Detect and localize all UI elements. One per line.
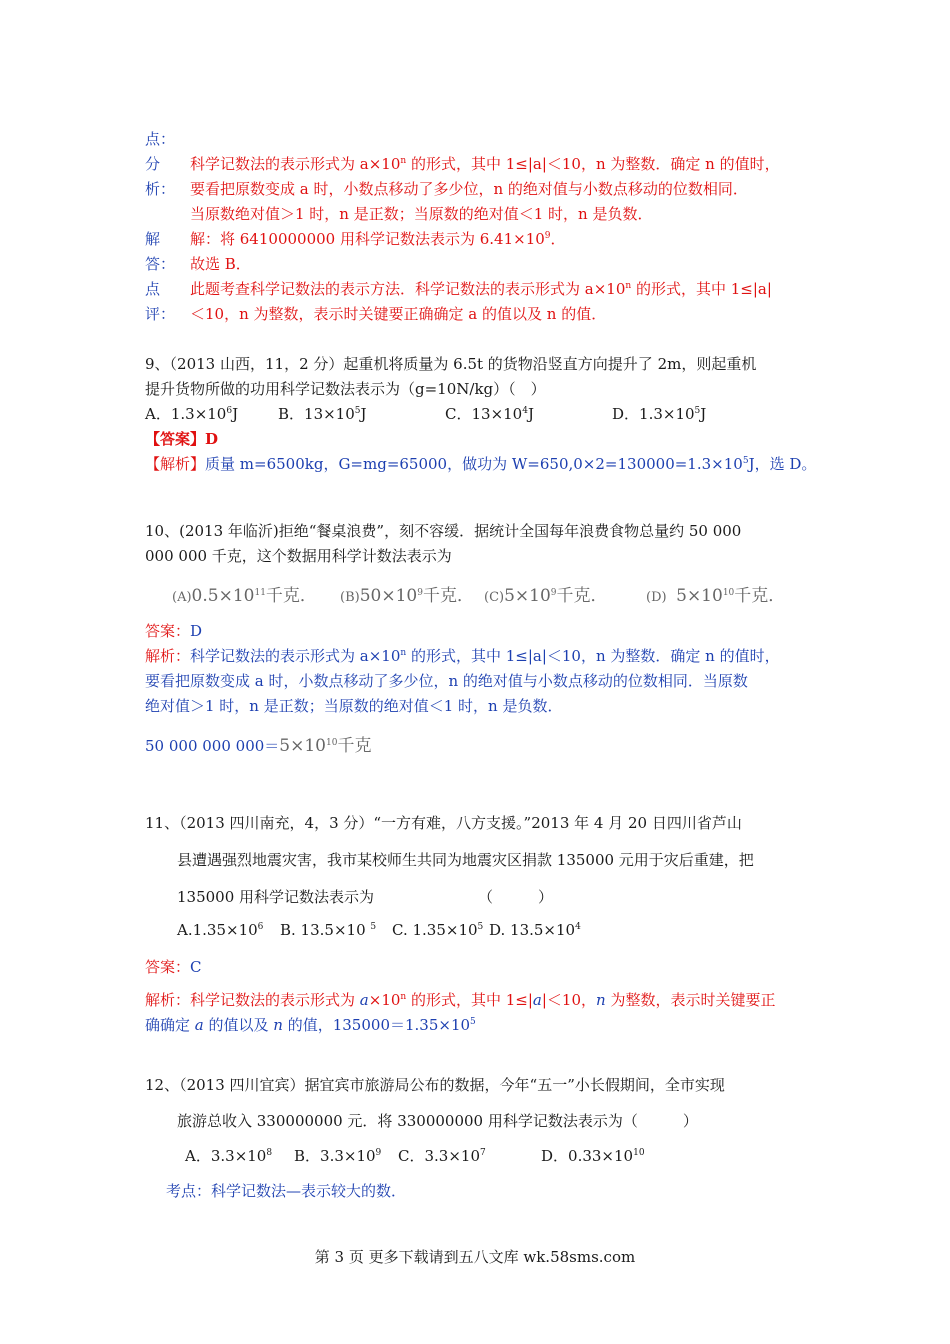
q12-option-d: D．$0.33\times 10^{10}$ — [541, 1147, 645, 1165]
label-fen: 分 — [145, 155, 161, 173]
q11-answer: 答案：C — [145, 958, 202, 976]
label-da: 答： — [145, 255, 176, 273]
q10-analysis-line-2: 要看把原数变成 a 时，小数点移动了多少位，n 的绝对值与小数点移动的位数相同．当原数 — [145, 672, 748, 690]
q11-option-a: $A.1.35\times 10^6$ — [177, 921, 264, 939]
q11-option-d: D. $13.5\times 10^4$ — [489, 921, 581, 939]
q10-analysis-line-3: 绝对值＞1 时，n 是正数；当原数的绝对值＜1 时，n 是负数． — [145, 697, 563, 715]
q10-stem-line-2: 000 000 千克，这个数据用科学计数法表示为 — [145, 547, 452, 565]
q9-answer: 【答案】D — [145, 430, 219, 448]
q11-stem-line-3: 135000 用科学记数法表示为 — [177, 888, 375, 906]
q11-analysis-line-2: 确确定 a 的值以及 n 的值，$135000=1.35\times 10^5$ — [145, 1016, 476, 1034]
q10-option-c: $(C)5\times 10^9$千克． — [484, 586, 608, 606]
q10-calculation: 50 000 000 $000=5\times 10^{10}$千克 — [145, 736, 372, 756]
prev-answer-line-1: 解：将 6410000000 用科学记数法表示为 $6.41\times 10^9$． — [190, 230, 566, 248]
q10-option-a: $(A)0.5\times 10^{11}$千克． — [172, 586, 317, 606]
prev-comment-line-1: 此题考查科学记数法的表示方法．科学记数法的表示形式为 $a\times 10^n$ 的形式，其中 1≤|a| — [190, 280, 772, 298]
q12-stem-line-1: 12、（2013 四川宜宾）据宜宾市旅游局公布的数据，今年“五一”小长假期间，全市实现 — [145, 1076, 725, 1094]
q9-option-d: D．$1.3\times 10^5J$ — [612, 405, 707, 423]
q11-option-b: B. 13.5×10 $^5$ — [280, 921, 377, 939]
q12-option-c: C．$3.3\times 10^7$ — [398, 1147, 486, 1165]
q9-stem-line-2: 提升货物所做的功用科学记数法表示为（g=10N/kg）（ ） — [145, 380, 546, 398]
page-footer: 第 3 页 更多下载请到五八文库 wk.58sms.com — [314, 1248, 636, 1266]
q12-stem-line-2: 旅游总收入 330000000 元．将 330000000 用科学记数法表示为（ ） — [177, 1112, 698, 1130]
q10-stem-line-1: 10、(2013 年临沂)拒绝“餐桌浪费”，刻不容缓．据统计全国每年浪费食物总量约 50 000 — [145, 522, 742, 540]
q12-kaodian: 考点：科学记数法—表示较大的数． — [166, 1182, 407, 1200]
prev-analysis-line-2: 要看把原数变成 a 时，小数点移动了多少位，n 的绝对值与小数点移动的位数相同． — [190, 180, 748, 198]
label-xi: 析： — [145, 180, 176, 198]
q10-option-b: $(B)50\times 10^9$千克． — [340, 586, 474, 606]
q11-analysis-line-1: 解析：科学记数法的表示形式为 $a\times 10^n$ 的形式，其中 1≤|a|＜10，n 为整数，表示时关键要正 — [145, 991, 776, 1009]
q10-analysis-line-1: 解析：科学记数法的表示形式为 $a\times 10^n$ 的形式，其中 1≤|a|＜10，n 为整数．确定 n 的值时， — [145, 647, 780, 665]
q11-stem-line-1: 11、（2013 四川南充，4，3 分）“一方有难，八方支援。”2013 年 4 月 20 日四川省芦山 — [145, 814, 742, 832]
q11-answer-paren: （ ） — [478, 888, 554, 906]
q11-option-c: C. $1.35\times 10^5$ — [392, 921, 484, 939]
q9-stem-line-1: 9、（2013 山西，11，2 分）起重机将质量为 6.5t 的货物沿竖直方向提升了 2m，则起重机 — [145, 355, 757, 373]
label-jie: 解 — [145, 230, 161, 248]
q10-option-d: (D) $5\times 10^{10}$千克． — [646, 586, 786, 606]
q9-option-a: A．$1.3\times 10^6J$ — [145, 405, 239, 423]
prev-analysis-line-1: 科学记数法的表示形式为 $a\times 10^n$ 的形式，其中 1≤|a|＜10，n 为整数．确定 n 的值时， — [190, 155, 780, 173]
label-ping: 评： — [145, 305, 176, 323]
q9-option-c: C．$13\times 10^4J$ — [445, 405, 534, 423]
prev-answer-line-2: 故选 B． — [190, 255, 251, 273]
q9-analysis: 【解析】质量 m=6500kg，G=mg=65000，做功为 $W=650,0\times 2=130000=1.3\times 10^5J$，选 D。 — [145, 455, 817, 473]
label-dian: 点 — [145, 280, 161, 298]
q12-option-a: A．$3.3\times 10^8$ — [185, 1147, 273, 1165]
prev-comment-line-2: ＜10，n 为整数，表示时关键要正确确定 a 的值以及 n 的值． — [190, 305, 607, 323]
label-dian-top: 点： — [145, 130, 176, 148]
q10-answer: 答案：D — [145, 622, 203, 640]
q12-option-b: B．$3.3\times 10^9$ — [294, 1147, 382, 1165]
prev-analysis-line-3: 当原数绝对值＞1 时，n 是正数；当原数的绝对值＜1 时，n 是负数． — [190, 205, 653, 223]
q9-option-b: B．$13\times 10^5J$ — [278, 405, 367, 423]
q11-stem-line-2: 县遭遇强烈地震灾害，我市某校师生共同为地震灾区捐款 135000 元用于灾后重建，把 — [177, 851, 754, 869]
